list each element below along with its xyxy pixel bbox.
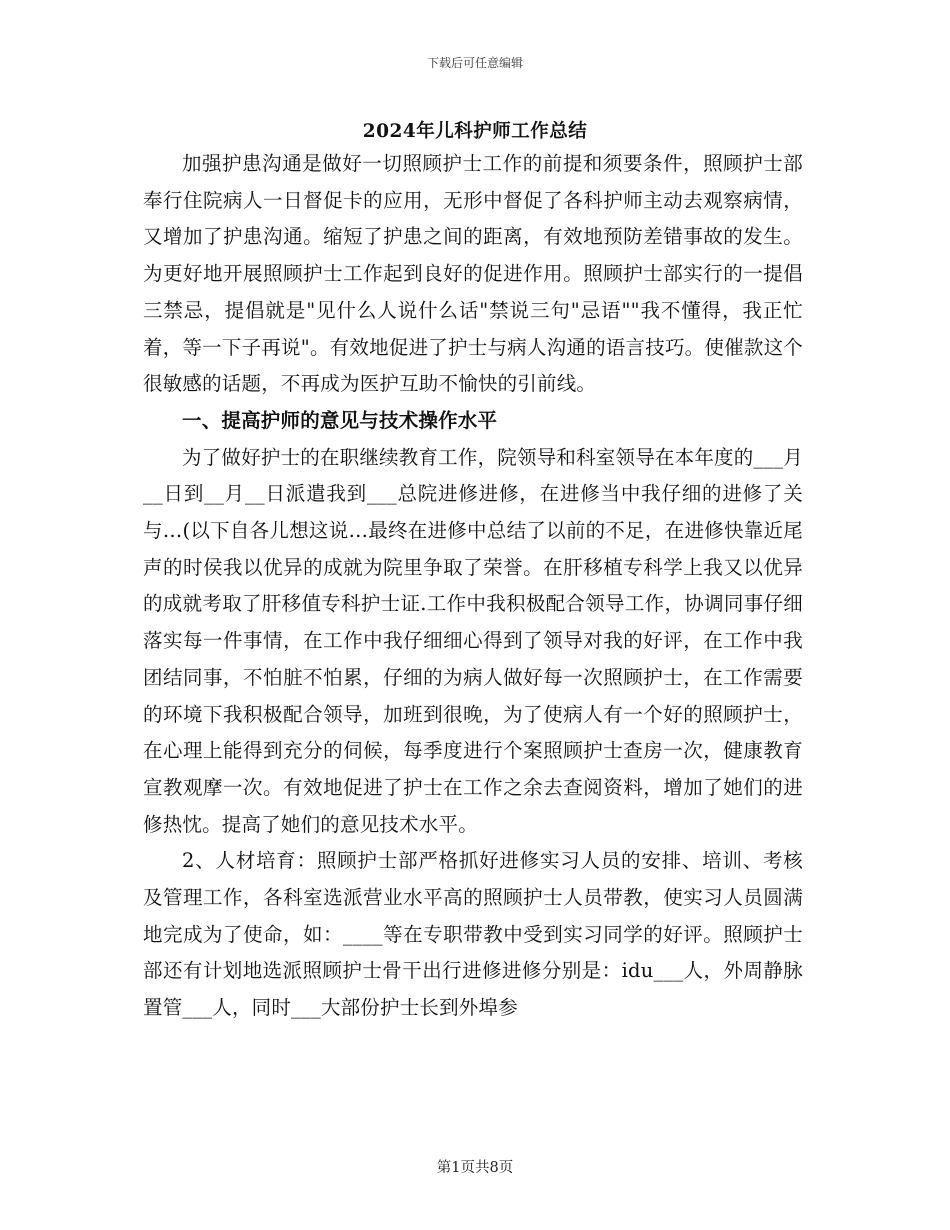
page-number: 第1页共8页	[436, 1160, 514, 1176]
paragraph-talent-training: 2、人材培育：照顾护士部严格抓好进修实习人员的安排、培训、考核及管理工作，各科室选派营业水平高的照顾护士人员带教，使实习人员圆满地完成为了使命，如：____等在专职带教中受到实习同学的好评。照顾护士部还有计划地选派照顾护士骨干出行进修进修分别是：idu___人，外周静脉置管___人，同时___大部份护士长到外埠参	[143, 849, 803, 1020]
document-body	[143, 146, 803, 1027]
document-title: 2024年儿科护师工作总结	[362, 121, 588, 142]
page-header-note: 下载后可任意编辑	[426, 56, 523, 70]
section-heading-skills: 一、提高护师的意见与技术操作水平	[182, 408, 498, 432]
paragraph-continuing-education: 为了做好护士的在职继续教育工作，院领导和科室领导在本年度的___月__日到__月__日派遣我到___总院进修进修，在进修当中我仔细的进修了关与…(以下自各儿想这说…最终在进修中总结了以前的不足，在进修快靠近尾声的时侯我以优异的成就为院里争取了荣誉。在肝移植专科学上我又以优异的成就考取了肝移值专科护士证.工作中我积极配合领导工作，协调同事仔细落实每一件事情，在工作中我仔细细心得到了领导对我的好评，在工作中我团结同事，不怕脏不怕累，仔细的为病人做好每一次照顾护士，在工作需要的环境下我积极配合领导，加班到很晚，为了使病人有一个好的照顾护士，在心理上能得到充分的伺候，每季度进行个案照顾护士查房一次，健康教育宣教观摩一次。有效地促进了护士在工作之余去查阅资料，增加了她们的进修热忱。提高了她们的意见技术水平。	[143, 445, 803, 836]
paragraph-communication: 加强护患沟通是做好一切照顾护士工作的前提和须要条件，照顾护士部奉行住院病人一日督促卡的应用，无形中督促了各科护师主动去观察病情，又增加了护患沟通。缩短了护患之间的距离，有效地预防差错事故的发生。为更好地开展照顾护士工作起到良好的促进作用。照顾护士部实行的一提倡三禁忌，提倡就是"见什么人说什么话"禁说三句"忌语""我不懂得，我正忙着，等一下子再说"。有效地促进了护士与病人沟通的语言技巧。使催款这个很敏感的话题，不再成为医护互助不愉快的引前线。	[143, 152, 803, 396]
